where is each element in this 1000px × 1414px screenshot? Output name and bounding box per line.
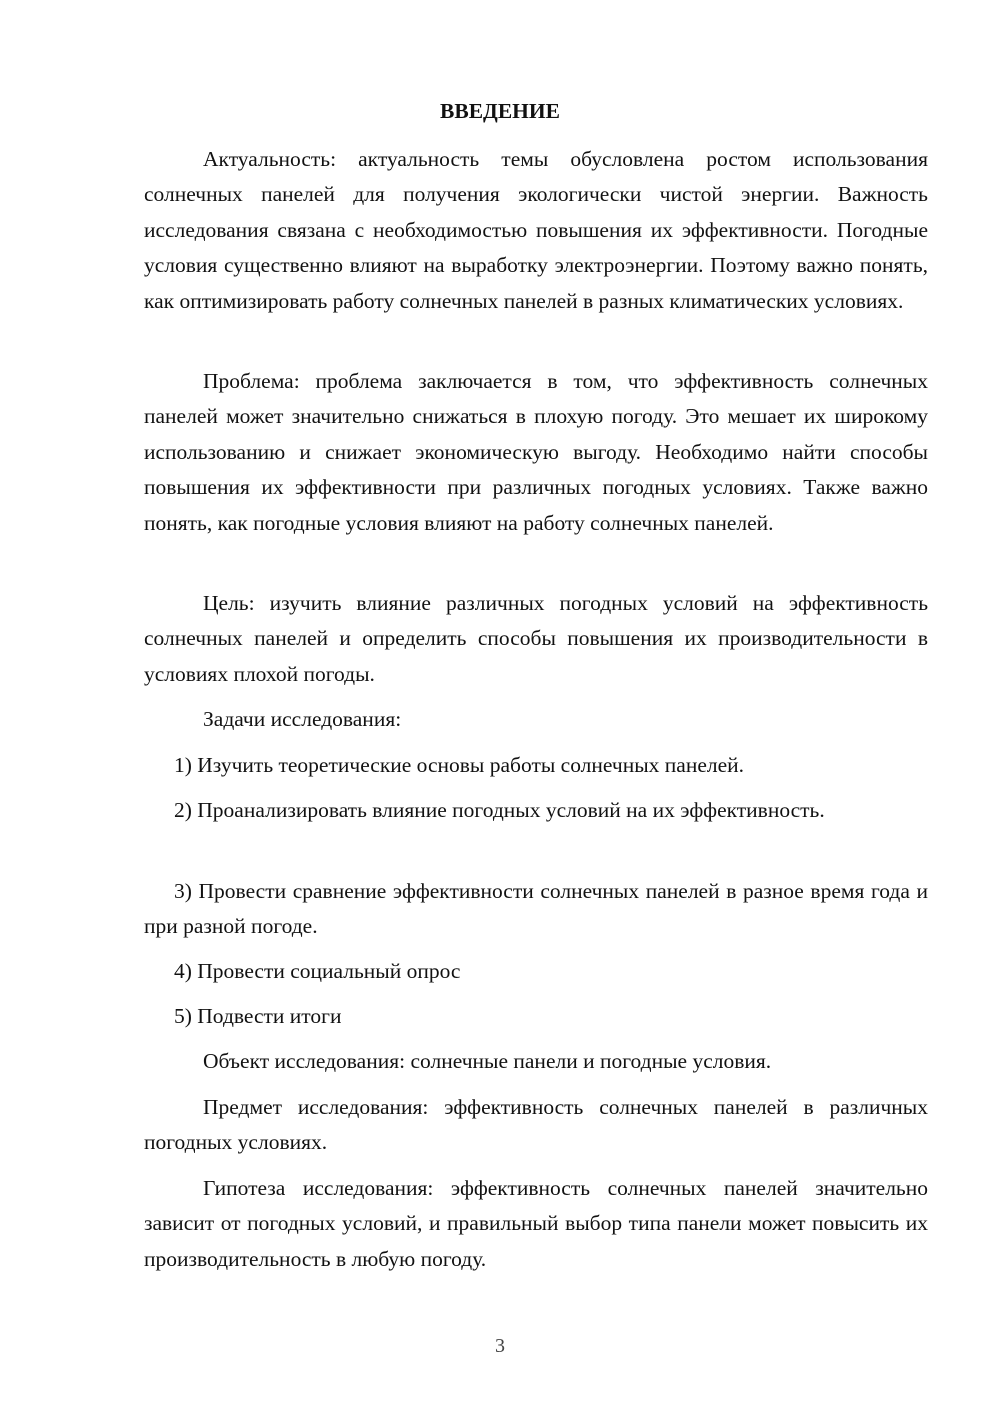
task-item-5: 5) Подвести итоги [174,1004,342,1028]
object-paragraph: Объект исследования: солнечные панели и погодные условия. [203,1049,772,1073]
problem-paragraph: Проблема: проблема заключается в том, что эффективность солнечных панелей может значительно снижаться в плохую погоду. Это мешает их широкому использованию и снижает экономическую выгоду. Необходимо найти способы повышения их эффективности при различных погодных условиях. Также важно понять, как погодные условия влияют на работу солнечных панелей. [144,369,928,535]
relevance-paragraph: Актуальность: актуальность темы обусловлена ростом использования солнечных панелей для получения экологически чистой энергии. Важность исследования связана с необходимостью повышения их эффективности. Погодные условия существенно влияют на выработку электроэнергии. Поэтому важно понять, как оптимизировать работу солнечных панелей в разных климатических условиях. [144,147,928,313]
page-title: ВВЕДЕНИЕ [440,99,560,123]
page-number: 3 [495,1335,505,1357]
task-item-3: 3) Провести сравнение эффективности солнечных панелей в разное время года и при разной погоде. [144,879,928,939]
hypothesis-paragraph: Гипотеза исследования: эффективность солнечных панелей значительно зависит от погодных условий, и правильный выбор типа панели может повысить их производительность в любую погоду. [144,1176,928,1271]
task-item-4: 4) Провести социальный опрос [174,959,461,983]
task-item-1: 1) Изучить теоретические основы работы солнечных панелей. [174,753,745,777]
subject-paragraph: Предмет исследования: эффективность солнечных панелей в различных погодных условиях. [144,1095,928,1155]
task-item-2: 2) Проанализировать влияние погодных условий на их эффективность. [174,798,825,822]
tasks-heading: Задачи исследования: [203,707,402,731]
goal-paragraph: Цель: изучить влияние различных погодных условий на эффективность солнечных панелей и определить способы повышения их производительности в условиях плохой погоды. [144,591,928,686]
